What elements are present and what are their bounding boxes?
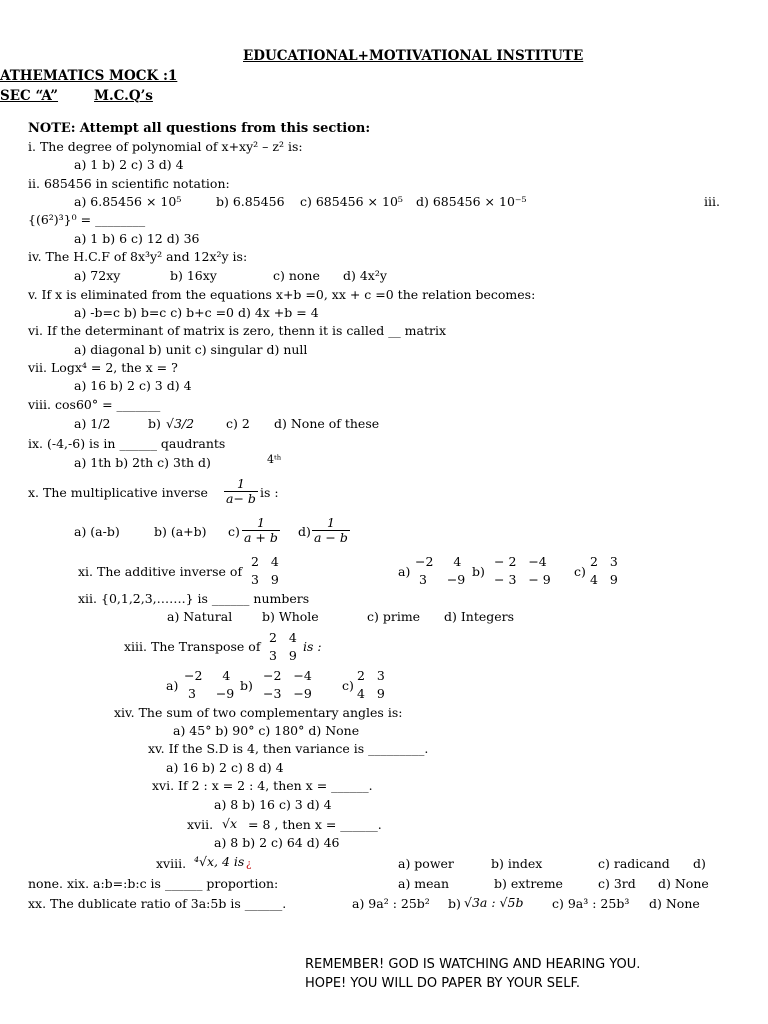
question-13-matrix: 2 4	[269, 630, 297, 645]
question-13-stem: xiii. The Transpose of	[124, 639, 261, 654]
question-10-fraction: $\frac{1}{a- b}$	[226, 476, 256, 506]
question-17-options: a) 8 b) 2 c) 64 d) 46	[214, 835, 340, 850]
question-13-option-c-row2: 4 9	[357, 686, 385, 701]
question-13-option-c-label: c)	[342, 678, 354, 693]
question-1-options: a) 1 b) 2 c) 3 d) 4	[74, 157, 184, 172]
paper-title: ATHEMATICS MOCK :1	[0, 68, 178, 84]
question-18-option-c: c) radicand	[598, 856, 670, 871]
question-10-option-c: $\frac{1}{a + b}$	[244, 515, 278, 545]
question-11-stem: xi. The additive inverse of	[78, 564, 243, 579]
question-11-option-b-row2: − 3 − 9	[494, 572, 551, 587]
question-12-option-c: c) prime	[367, 609, 421, 624]
question-18-mark: ¿	[246, 859, 252, 870]
question-20-stem: xx. The dublicate ratio of 3a:5b is ______.	[28, 896, 287, 911]
question-17-stem: = 8 , then x = ______.	[248, 817, 382, 832]
question-11-option-c-label: c)	[574, 564, 586, 579]
question-4-option-a: a) 72xy	[74, 268, 121, 283]
mcq-label: M.C.Q’s	[94, 88, 153, 104]
question-10-option-d-label: d)	[298, 524, 311, 539]
question-13-option-a-label: a)	[166, 678, 179, 693]
question-14-options: a) 45° b) 90° c) 180° d) None	[173, 723, 360, 738]
question-9-option-d: 4ᵗʰ	[267, 453, 282, 466]
question-5-options: a) -b=c b) b=c c) b+c =0 d) 4x +b = 4	[74, 305, 319, 320]
question-16-stem: xvi. If 2 : x = 2 : 4, then x = ______.	[152, 778, 373, 793]
institute-title: EDUCATIONAL+MOTIVATIONAL INSTITUTE	[243, 48, 584, 64]
question-13-option-b-row2: −3 −9	[263, 686, 312, 701]
question-9-options: a) 1th b) 2th c) 3th d)	[74, 455, 211, 470]
question-10-option-a: a) (a-b)	[74, 524, 120, 539]
question-13-matrix-row2: 3 9	[269, 648, 297, 663]
question-12-option-a: a) Natural	[167, 609, 233, 624]
question-12-stem: xii. {0,1,2,3,…….} is ______ numbers	[78, 591, 310, 606]
question-8-option-b: b)	[148, 416, 161, 431]
question-20-option-a: a) 9a² : 25b²	[352, 896, 430, 911]
question-10-stem: x. The multiplicative inverse	[28, 485, 208, 500]
question-19-option-a: a) mean	[398, 876, 450, 891]
question-11-option-c: 2 3	[590, 554, 618, 569]
question-13-option-c: 2 3	[357, 668, 385, 683]
question-11-option-c-row2: 4 9	[590, 572, 618, 587]
question-10-option-b: b) (a+b)	[154, 524, 207, 539]
question-2-option-b: b) 6.85456	[216, 194, 285, 209]
question-13-option-b: −2 −4	[263, 668, 312, 683]
question-8-option-b-root: √3/2	[166, 416, 195, 431]
question-11-option-b-label: b)	[472, 564, 485, 579]
question-4-option-b: b) 16xy	[170, 268, 217, 283]
question-4-option-d: d) 4x²y	[343, 268, 387, 283]
question-8-stem: viii. cos60° = _______	[28, 397, 161, 412]
question-12-option-b: b) Whole	[262, 609, 319, 624]
question-18-option-b: b) index	[491, 856, 543, 871]
question-11-option-a-label: a)	[398, 564, 411, 579]
question-17-root: √x	[222, 816, 238, 831]
question-4-option-c: c) none	[273, 268, 320, 283]
question-16-options: a) 8 b) 16 c) 3 d) 4	[214, 797, 332, 812]
question-11-option-a: −2 4	[415, 554, 462, 569]
question-11-matrix: 2 4	[251, 554, 279, 569]
question-2-option-a: a) 6.85456 × 10⁵	[74, 194, 182, 209]
question-13-option-a-row2: 3 −9	[188, 686, 235, 701]
question-8-option-c: c) 2	[226, 416, 250, 431]
question-1-stem: i. The degree of polynomial of x+xy² – z² is:	[28, 139, 303, 154]
question-8-option-d: d) None of these	[274, 416, 380, 431]
question-18-root: ⁴√x, 4 is	[194, 854, 245, 869]
question-13-option-a: −2 4	[184, 668, 231, 683]
section-label: SEC “A”	[0, 88, 59, 104]
question-18-number: xviii.	[156, 856, 187, 871]
question-6-stem: vi. If the determinant of matrix is zero, thenn it is called __ matrix	[28, 323, 447, 338]
question-2-option-c: c) 685456 × 10⁵	[300, 194, 403, 209]
question-3-number: iii.	[704, 194, 720, 209]
question-3-options: a) 1 b) 6 c) 12 d) 36	[74, 231, 200, 246]
question-5-stem: v. If x is eliminated from the equations x+b =0, xx + c =0 the relation becomes:	[28, 287, 536, 302]
question-20-option-b-label: b)	[448, 896, 461, 911]
question-9-stem: ix. (-4,-6) is in ______ qaudrants	[28, 436, 226, 451]
note-label: NOTE:	[28, 121, 76, 136]
question-15-options: a) 16 b) 2 c) 8 d) 4	[166, 760, 284, 775]
footer-line-1: REMEMBER! GOD IS WATCHING AND HEARING YOU.	[305, 957, 641, 972]
question-20-option-c: c) 9a³ : 25b³	[552, 896, 630, 911]
question-19-option-d: d) None	[658, 876, 709, 891]
question-20-option-d: d) None	[649, 896, 700, 911]
question-19-option-c: c) 3rd	[598, 876, 636, 891]
question-2-option-d: d) 685456 × 10⁻⁵	[416, 194, 527, 209]
question-15-stem: xv. If the S.D is 4, then variance is _________.	[148, 741, 429, 756]
question-18-option-a: a) power	[398, 856, 454, 871]
question-10-option-c-label: c)	[228, 524, 240, 539]
question-7-options: a) 16 b) 2 c) 3 d) 4	[74, 378, 192, 393]
question-20-option-b: √3a : √5b	[464, 895, 524, 910]
footer-line-2: HOPE! YOU WILL DO PAPER BY YOUR SELF.	[305, 976, 580, 991]
question-11-option-b: − 2 −4	[494, 554, 547, 569]
question-19-text: none. xix. a:b=:b:c is ______ proportion:	[28, 876, 279, 891]
question-10-stem-end: is :	[260, 485, 279, 500]
question-12-option-d: d) Integers	[444, 609, 515, 624]
question-11-matrix-row2: 3 9	[251, 572, 279, 587]
question-17-number: xvii.	[187, 817, 214, 832]
question-10-option-d: $\frac{1}{a - b}$	[314, 515, 348, 545]
question-4-stem: iv. The H.C.F of 8x³y² and 12x²y is:	[28, 249, 248, 264]
question-8-option-a: a) 1/2	[74, 416, 111, 431]
question-11-option-a-row2: 3 −9	[419, 572, 466, 587]
question-13-option-b-label: b)	[240, 678, 253, 693]
question-19-option-b: b) extreme	[494, 876, 563, 891]
question-13-stem-end: is :	[303, 639, 322, 654]
question-7-stem: vii. Logx⁴ = 2, the x = ?	[28, 360, 178, 375]
question-14-stem: xiv. The sum of two complementary angles is:	[114, 705, 403, 720]
question-3-stem: {(6²)³}⁰ = ________	[28, 212, 146, 227]
question-18-option-d: d)	[693, 856, 706, 871]
question-2-stem: ii. 685456 in scientific notation:	[28, 176, 230, 191]
question-6-options: a) diagonal b) unit c) singular d) null	[74, 342, 308, 357]
note	[28, 122, 370, 135]
note-text: Attempt all questions from this section:	[79, 121, 371, 136]
